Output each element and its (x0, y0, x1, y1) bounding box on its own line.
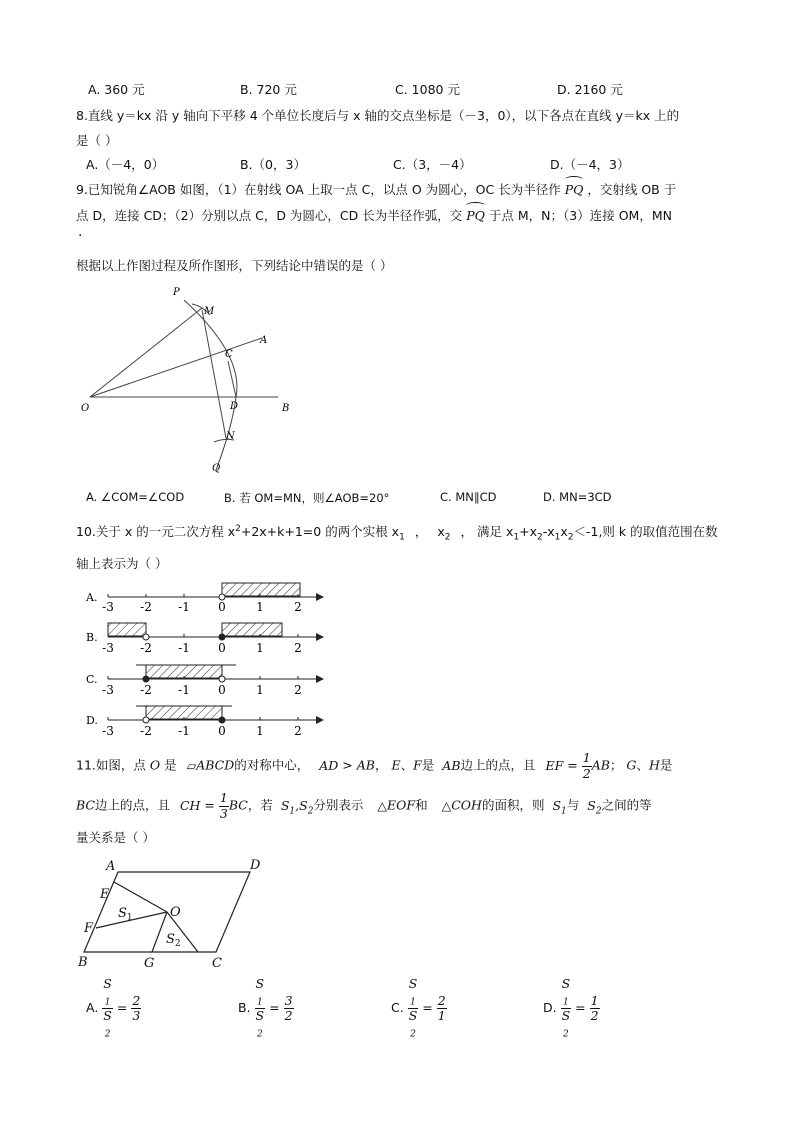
q11-option-b: B. S $_1$ S $_2$ = $\frac{3}{2}$ (238, 976, 293, 1039)
tick-label: -3 (102, 641, 114, 655)
s1 (552, 797, 567, 816)
q11-math: E (391, 757, 401, 773)
number-line-d (86, 706, 324, 727)
q10-text: -x (542, 524, 555, 539)
q9-option-d: D. MN=3CD (543, 490, 612, 504)
q11-text: 分别表示 (313, 797, 364, 813)
option-value: $\frac{2}{3}$ (132, 992, 141, 1023)
triangle-symbol: △ (441, 797, 452, 813)
tick-label: -3 (102, 600, 114, 614)
q9-text: ，交射线 OB 于 (587, 182, 677, 197)
segment-og (152, 912, 167, 952)
q9-option-b: B. 若 OM=MN，则∠AOB=20° (224, 491, 390, 505)
tick-label: 1 (256, 724, 264, 738)
option-label: C. (391, 1000, 404, 1015)
arc-label: PQ (564, 182, 584, 197)
option-label-d: D. (86, 714, 98, 727)
q11-math: = (200, 797, 219, 813)
q11-text: 与 (566, 797, 580, 813)
q9-stem-line1 (76, 180, 676, 198)
label-d: D (230, 401, 239, 412)
q10-text: 满足 x (476, 524, 514, 539)
q8-option-d: D.（－4，3） (550, 157, 630, 172)
q7-option-b: B. 720 元 (240, 82, 297, 97)
q10-sub: 1 (513, 532, 520, 543)
q11-text: ，若 (247, 797, 273, 813)
arc-label: PQ (466, 208, 485, 223)
q11-sub: 2 (595, 806, 602, 816)
tick-label: 1 (256, 683, 264, 697)
q10-number-lines (80, 578, 330, 748)
label-a: A (106, 859, 116, 874)
label-s1: $S_1$ (118, 906, 133, 923)
q10-sub: 2 (536, 532, 543, 543)
tick-label: -2 (140, 600, 152, 614)
tick-label: -3 (102, 724, 114, 738)
q11-math: EF (545, 757, 564, 773)
q11-math: AB (591, 757, 610, 773)
s1-s2: $S_1,S_2$ (280, 797, 314, 816)
label-o: O (170, 905, 181, 920)
fraction-one-third (219, 792, 229, 820)
q11-text: ； (609, 757, 623, 773)
tick-label: -1 (178, 683, 190, 697)
denominator: S $_2$ (408, 1008, 418, 1039)
tick-label: -1 (178, 724, 190, 738)
numerator: S $_1$ (255, 976, 265, 1007)
number-line-a (85, 583, 324, 604)
label-c: C (212, 956, 222, 971)
q10-sup: 2 (235, 523, 241, 534)
q11-text: 之间的等 (601, 797, 652, 813)
option-label-c: C. (86, 673, 98, 686)
q11-sub: 1 (289, 806, 296, 816)
tick-label: 2 (294, 724, 302, 738)
q9-stem-line3: 根据以上作图过程及所作图形，下列结论中错误的是（ ） (76, 258, 393, 273)
q11-text: 是 (421, 757, 435, 773)
q11-stem-line3: 量关系是（ ） (76, 830, 155, 845)
q11-math: BC (76, 797, 95, 813)
numerator: 1 (582, 750, 591, 765)
q10-sub: 2 (444, 532, 451, 543)
label-g: G (144, 956, 155, 971)
denominator: S $_2$ (255, 1008, 265, 1039)
label-e: E (100, 887, 110, 902)
q11-text: ， (374, 757, 388, 773)
numerator: S $_1$ (408, 976, 418, 1007)
fraction-one-half (582, 752, 592, 780)
tick-label: -2 (140, 641, 152, 655)
arc-pq (184, 300, 237, 470)
denominator: 2 (582, 765, 591, 781)
q9-text: 于点 M，N；（3）连接 OM，MN (488, 208, 672, 223)
q11-text: 、 (400, 757, 414, 773)
q11-option-d: D. S $_1$ S $_2$ = $\frac{1}{2}$ (543, 976, 599, 1039)
q10-text: ， (460, 524, 473, 539)
q11-math: S (299, 797, 308, 813)
q10-text: +x (519, 524, 537, 539)
tick-label: -2 (140, 724, 152, 738)
arc-mark (466, 202, 485, 209)
q11-math: S (587, 797, 596, 813)
tick-label: -1 (178, 600, 190, 614)
q11-text: 11.如图，点 (76, 757, 146, 773)
q10-text: ＜-1,则 k 的取值范围在数 (573, 524, 718, 539)
q8-option-b: B.（0，3） (240, 157, 306, 172)
tick-label: 0 (218, 683, 226, 697)
q10-text: x (560, 524, 568, 539)
tick-label: -2 (140, 683, 152, 697)
q11-text: 的对称中心， (234, 757, 310, 773)
q7-option-a: A. 360 元 (88, 82, 145, 97)
option-label: D. (543, 1000, 557, 1015)
tick-label: 0 (218, 724, 226, 738)
q10-sub: 1 (399, 532, 405, 543)
q9-option-a: A. ∠COM=∠COD (86, 490, 185, 504)
arc-mark (565, 176, 584, 183)
q11-math: F (413, 757, 422, 773)
q11-math: = (563, 757, 582, 773)
q11-text: 和 (415, 797, 428, 813)
q11-text: 是 (164, 757, 177, 773)
q11-sub: 1 (561, 806, 567, 816)
q11-math: BC (228, 797, 248, 813)
ratio-s1-s2 (255, 978, 266, 1039)
q11-text: 是 (659, 757, 673, 773)
q10-text: +2x+k+1=0 的两个实根 x (240, 524, 400, 539)
tick-label: 0 (218, 641, 226, 655)
q11-math: H (648, 757, 660, 773)
label-p: P (173, 287, 180, 298)
label-s2: $S_2$ (166, 932, 181, 949)
q10-stem-line2: 轴上表示为（ ） (76, 556, 168, 571)
tick-label: -1 (178, 641, 190, 655)
q8-option-c: C.（3，－4） (393, 157, 472, 172)
tick-label: 2 (294, 641, 302, 655)
q9-text: 9.已知锐角∠AOB 如图，（1）在射线 OA 上取一点 C，以点 O 为圆心，OC 长为半径作 (76, 182, 561, 197)
tick-label: 1 (256, 600, 264, 614)
q9-option-c: C. MN∥CD (440, 490, 497, 504)
label-b: B (282, 403, 290, 414)
tick-label: 2 (294, 600, 302, 614)
q8-stem-line2: 是（ ） (76, 133, 118, 148)
q7-option-d: D. 2160 元 (557, 82, 623, 97)
q7-option-c: C. 1080 元 (395, 82, 460, 97)
q11-math: S (552, 797, 562, 813)
option-value: $\frac{3}{2}$ (284, 992, 293, 1023)
tick-label: -3 (102, 683, 114, 697)
q9-dot: · (78, 228, 83, 244)
q11-option-c: C. S $_1$ S $_2$ = $\frac{2}{1}$ (391, 976, 446, 1039)
q11-text: 边上的点，且 (94, 797, 170, 813)
tick-label: 0 (218, 600, 226, 614)
s2 (587, 797, 602, 816)
label-a: A (260, 335, 268, 346)
number-line-c (86, 665, 324, 686)
q8-option-a: A.（－4，0） (86, 157, 165, 172)
q11-stem-line2 (76, 792, 652, 823)
label-c: C (225, 349, 233, 360)
q11-text: 的面积，则 (481, 797, 545, 813)
q11-math: AB (442, 757, 461, 773)
numerator: S $_1$ (561, 976, 571, 1007)
label-m: M (204, 306, 215, 317)
q11-math: > (338, 757, 357, 773)
q11-math: AD (319, 757, 339, 773)
q11-option-a: A. S $_1$ S $_2$ = $\frac{2}{3}$ (86, 976, 141, 1039)
tick-label: 2 (294, 683, 302, 697)
number-line-b (86, 623, 324, 644)
q9-stem-line2 (76, 206, 672, 224)
label-d: D (250, 858, 261, 873)
ratio-s1-s2 (408, 978, 419, 1039)
triangle-symbol: △ (377, 797, 388, 813)
q11-math: O (149, 757, 161, 773)
q11-math: S (280, 797, 290, 813)
label-q: Q (212, 463, 221, 474)
q11-math: CH (179, 797, 201, 813)
q10-text: x (437, 524, 445, 539)
q11-math: G (626, 757, 637, 773)
denominator: 3 (219, 805, 228, 821)
q11-math: AB (356, 757, 375, 773)
q10-text: ， (414, 524, 428, 539)
numerator: 1 (219, 790, 228, 805)
q11-stem-line1 (76, 752, 672, 780)
segment-mn (202, 310, 226, 438)
denominator: S $_2$ (103, 1008, 112, 1039)
q11-sub: 2 (307, 806, 314, 816)
arc-pq-2 (466, 206, 485, 223)
numerator: S $_1$ (103, 976, 112, 1007)
q11-text: 、 (636, 757, 649, 773)
tick-label: 1 (256, 641, 264, 655)
parallelogram-symbol: ▱ (186, 757, 197, 773)
option-label: B. (238, 1000, 251, 1015)
q11-math: ABCD (196, 757, 235, 773)
q11-math: EOF (387, 797, 416, 813)
label-f: F (84, 921, 94, 936)
q8-stem-line1: 8.直线 y＝kx 沿 y 轴向下平移 4 个单位长度后与 x 轴的交点坐标是（－3，0），以下各点在直线 y＝kx 上的 (76, 108, 680, 123)
q9-text: 点 D，连接 CD；（2）分别以点 C，D 为圆心，CD 长为半径作弧，交 (76, 208, 463, 223)
arc-pq-1 (565, 180, 584, 197)
option-label-b: B. (86, 631, 98, 644)
q10-text: 10.关于 x 的一元二次方程 x (76, 524, 236, 539)
q10-stem-line1 (76, 522, 718, 543)
option-label-a: A. (86, 591, 98, 604)
option-value: $\frac{1}{2}$ (590, 992, 599, 1023)
option-value: $\frac{2}{1}$ (437, 992, 446, 1023)
label-n: N (226, 431, 235, 442)
segment-om (90, 308, 202, 397)
q9-figure (78, 280, 298, 480)
option-label: A. (86, 1000, 99, 1015)
label-b: B (78, 955, 88, 970)
ray-oa (90, 338, 262, 397)
denominator: S $_2$ (561, 1008, 571, 1039)
ratio-s1-s2 (102, 978, 113, 1039)
q10-sub: 1 (554, 532, 561, 543)
segment-cd (228, 361, 236, 397)
label-o: O (81, 403, 90, 414)
q11-figure (78, 852, 278, 972)
ratio-s1-s2 (561, 978, 572, 1039)
q11-math: COH (451, 797, 482, 813)
q11-text: 边上的点，且 (460, 757, 536, 773)
q10-sub: 2 (567, 532, 574, 543)
